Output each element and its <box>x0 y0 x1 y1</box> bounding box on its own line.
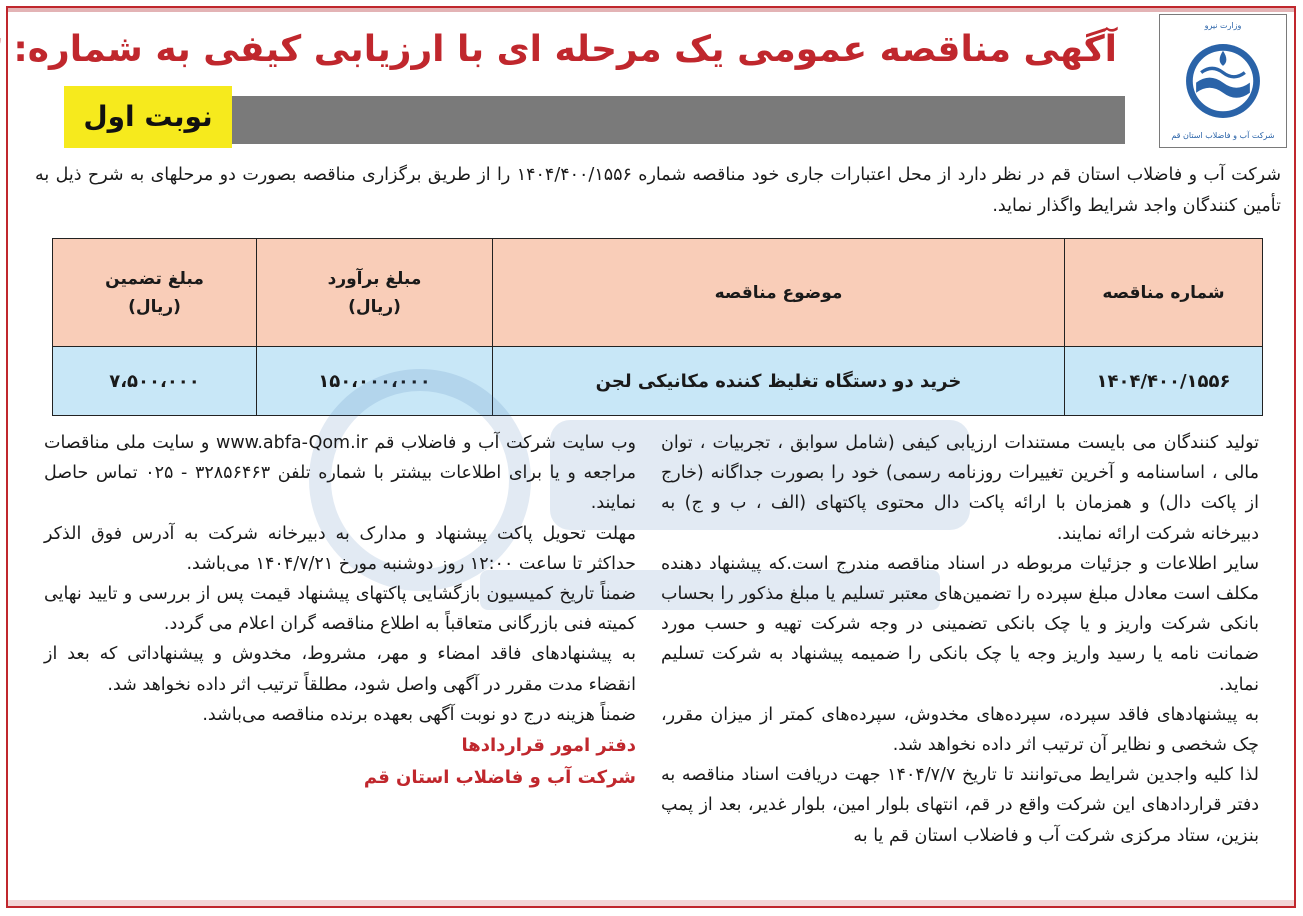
right-paragraph-3: به پیشنهادهای فاقد سپرده، سپرده‌های مخدوش، سپرده‌های کمتر از میزان مقرر، چک شخصی و نظایر آن ترتیب اثر داده نخواهد شد. <box>661 704 1259 756</box>
water-drop-logo-icon <box>1181 39 1265 123</box>
cell-estimate-amount: ۱۵۰،۰۰۰،۰۰۰ <box>257 347 493 416</box>
left-column <box>44 428 636 794</box>
header-bond-amount: مبلغ تضمین (ریال) <box>53 239 257 347</box>
corner-mark <box>1282 894 1296 908</box>
left-paragraph-2: مهلت تحویل پاکت پیشنهاد و مدارک به دبیرخانه شرکت به آدرس فوق الذکر حداکثر تا ساعت ۱۲:۰۰ روز دوشنبه مورخ ۱۴۰۴/۷/۲۱ می‌باشد. <box>44 523 636 574</box>
cell-tender-subject: خرید دو دستگاه تغلیظ کننده مکانیکی لجن <box>493 347 1065 416</box>
cell-bond-amount: ۷،۵۰۰،۰۰۰ <box>53 347 257 416</box>
right-paragraph-2: سایر اطلاعات و جزئیات مربوطه در اسناد مناقصه مندرج است.که پیشنهاد دهنده مکلف است معادل مبلغ سپرده را تضمین‌های معتبر تسلیم یا مبلغ مذکور را بحساب بانکی شرکت واریز و یا چک بانکی تضمینی در وجه شرکت تهیه و حسب مورد ضمانت نامه یا رسید واریز وجه یا چک بانکی را ضمیمه پیشنهاد به شرکت تسلیم نماید. <box>661 553 1259 695</box>
corner-mark <box>6 894 20 908</box>
round-label: نوبت اول <box>83 100 213 133</box>
signature-company: شرکت آب و فاضلاب استان قم <box>363 767 636 789</box>
page-title: آگهی مناقصه عمومی یک مرحله ای با ارزیابی کیفی به شماره: <box>13 29 1117 70</box>
right-column <box>661 428 1259 851</box>
left-paragraph-1: وب سایت شرکت آب و فاضلاب قم www.abfa-Qom.ir و سایت ملی مناقصات مراجعه و یا برای اطلاعات بیشتر با شماره تلفن ۳۲۸۵۶۴۶۳ - ۰۲۵ تماس حاصل نمایند. <box>44 433 636 514</box>
table-row <box>53 347 1263 416</box>
top-rule <box>8 8 1294 12</box>
left-paragraph-3: ضمناً تاریخ کمیسیون بازگشایی پاکتهای پیشنهاد قیمت پس از بررسی و تایید نهایی کمیته فنی بازرگانی متعاقباً به اطلاع مناقصه گران اعلام می گردد. <box>44 584 636 635</box>
company-logo <box>1159 14 1287 148</box>
logo-caption-top: وزارت نیرو <box>1204 21 1242 30</box>
round-badge <box>64 86 232 148</box>
corner-mark <box>6 6 20 20</box>
header-tender-subject: موضوع مناقصه <box>493 239 1065 347</box>
signature-block <box>44 730 636 794</box>
header-estimate-amount: مبلغ برآورد (ریال) <box>257 239 493 347</box>
right-paragraph-4: لذا کلیه واجدین شرایط می‌توانند تا تاریخ ۱۴۰۴/۷/۷ جهت دریافت اسناد مناقصه به دفتر قراردادهای این شرکت واقع در قم، انتهای بلوار امین، بلوار غدیر، بعد از پمپ بنزین، ستاد مرکزی شرکت آب و فاضلاب استان قم یا به <box>661 765 1259 846</box>
cell-tender-number: ۱۴۰۴/۴۰۰/۱۵۵۶ <box>1065 347 1263 416</box>
left-paragraph-5: ضمناً هزینه درج دو نوبت آگهی بعهده برنده مناقصه می‌باشد. <box>202 704 636 725</box>
left-paragraph-4: به پیشنهادهای فاقد امضاء و مهر، مشروط، مخدوش و پیشنهاداتی که بعد از انقضاء مدت مقرر در آگهی واصل شود، مطلقاً ترتیب اثر داده نخواهد شد. <box>44 644 636 695</box>
tender-table <box>52 238 1263 416</box>
title-underline-bar <box>85 96 1125 144</box>
header-tender-number: شماره مناقصه <box>1065 239 1263 347</box>
right-paragraph-1: تولید کنندگان می بایست مستندات ارزیابی کیفی (شامل سوابق ، تجربیات ، توان مالی ، اساسنامه و آخرین تغییرات روزنامه رسمی) خود را بصورت جداگانه (خارج از پاکت دال) و همزمان با ارائه پاکت دال محتوی پاکتهای (الف ، ب و ج) به دبیرخانه شرکت ارائه نمایند. <box>661 433 1259 544</box>
table-header-row <box>53 239 1263 347</box>
bottom-rule <box>8 900 1294 906</box>
signature-office: دفتر امور قراردادها <box>461 735 636 757</box>
intro-paragraph: شرکت آب و فاضلاب استان قم در نظر دارد از محل اعتبارات جاری خود مناقصه شماره ۱۴۰۴/۴۰۰/۱۵۵۶ را از طریق برگزاری مناقصه بصورت دو مرحلهای به شرح ذیل به تأمین کنندگان واجد شرایط واگذار نماید. <box>35 165 1281 216</box>
logo-caption-bottom: شرکت آب و فاضلاب استان قم <box>1171 131 1275 140</box>
